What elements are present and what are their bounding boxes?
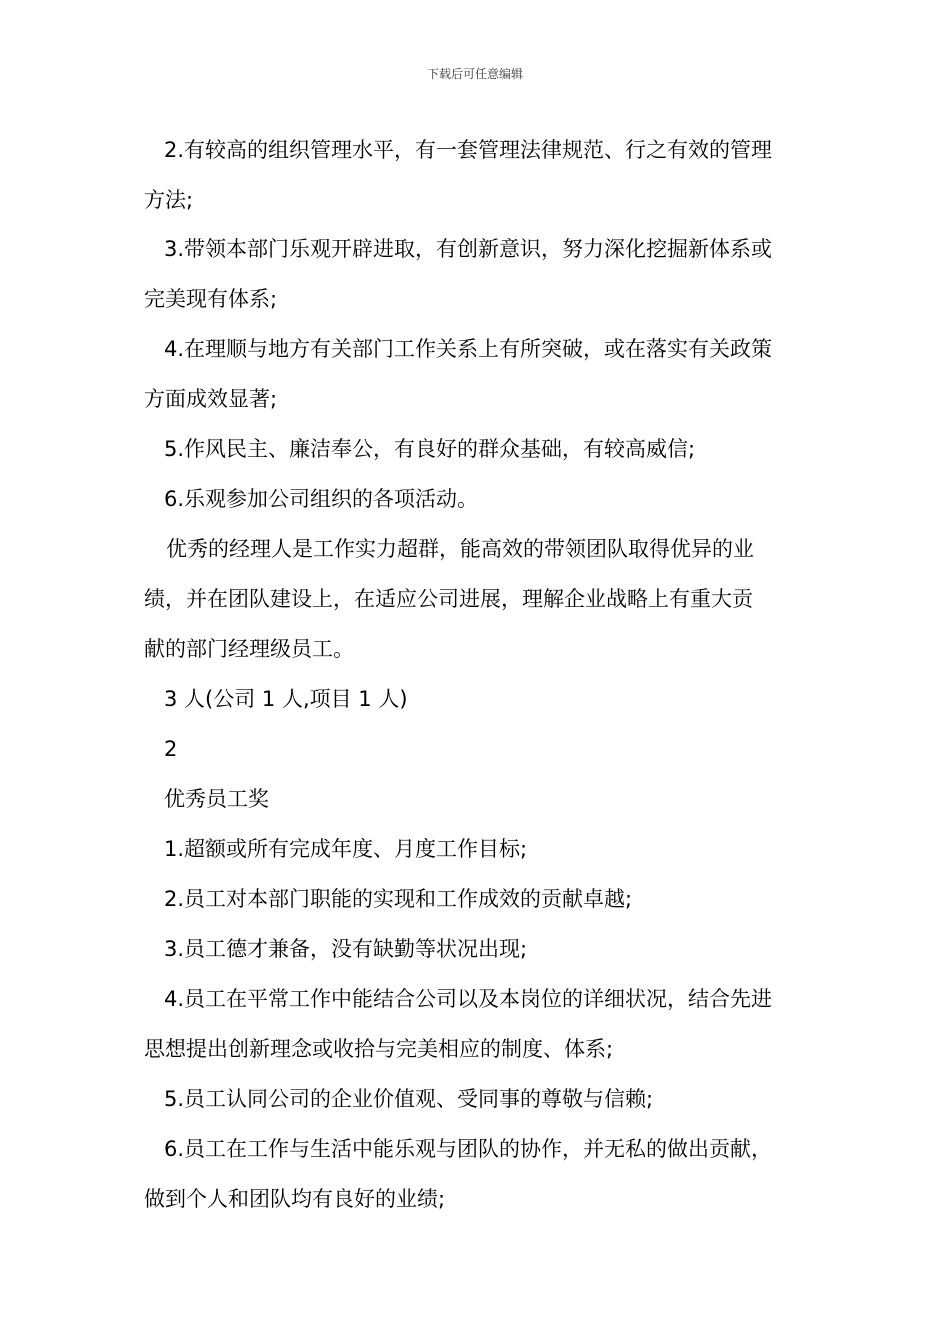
text-line: 2.有较高的组织管理水平，有一套管理法律规范、行之有效的管理	[164, 138, 773, 162]
text-line: 方法;	[144, 188, 194, 212]
text-line: 完美现有体系;	[144, 287, 278, 311]
text-line: 6.乐观参加公司组织的各项活动。	[164, 487, 479, 511]
text-line: 优秀的经理人是工作实力超群，能高效的带领团队取得优异的业	[166, 537, 754, 561]
text-line: 4.员工在平常工作中能结合公司以及本岗位的详细状况，结合先进	[164, 987, 773, 1011]
text-line: 5.作风民主、廉洁奉公，有良好的群众基础，有较高威信;	[164, 437, 696, 461]
text-line: 思想提出创新理念或收拾与完美相应的制度、体系;	[144, 1037, 614, 1061]
text-line: 绩，并在团队建设上，在适应公司进展，理解企业战略上有重大贡	[144, 587, 753, 611]
text-line: 2.员工对本部门职能的实现和工作成效的贡献卓越;	[164, 887, 633, 911]
text-line: 6.员工在工作与生活中能乐观与团队的协作，并无私的做出贡献，	[164, 1137, 773, 1161]
text-line: 3.员工德才兼备，没有缺勤等状况出现;	[164, 937, 528, 961]
page-header: 下载后可任意编辑	[426, 67, 523, 81]
text-line: 1.超额或所有完成年度、月度工作目标;	[164, 837, 528, 861]
section-heading: 优秀员工奖	[164, 787, 269, 811]
text-line: 献的部门经理级员工。	[144, 637, 354, 661]
text-line: 方面成效显著;	[144, 387, 278, 411]
text-line: 3 人(公司 1 人,项目 1 人)	[164, 687, 408, 711]
text-line: 做到个人和团队均有良好的业绩;	[144, 1187, 446, 1211]
text-line: 4.在理顺与地方有关部门工作关系上有所突破，或在落实有关政策	[164, 337, 773, 361]
text-line: 2	[164, 737, 178, 761]
text-line: 5.员工认同公司的企业价值观、受同事的尊敬与信赖;	[164, 1087, 654, 1111]
text-line: 3.带领本部门乐观开辟进取，有创新意识，努力深化挖掘新体系或	[164, 237, 773, 261]
